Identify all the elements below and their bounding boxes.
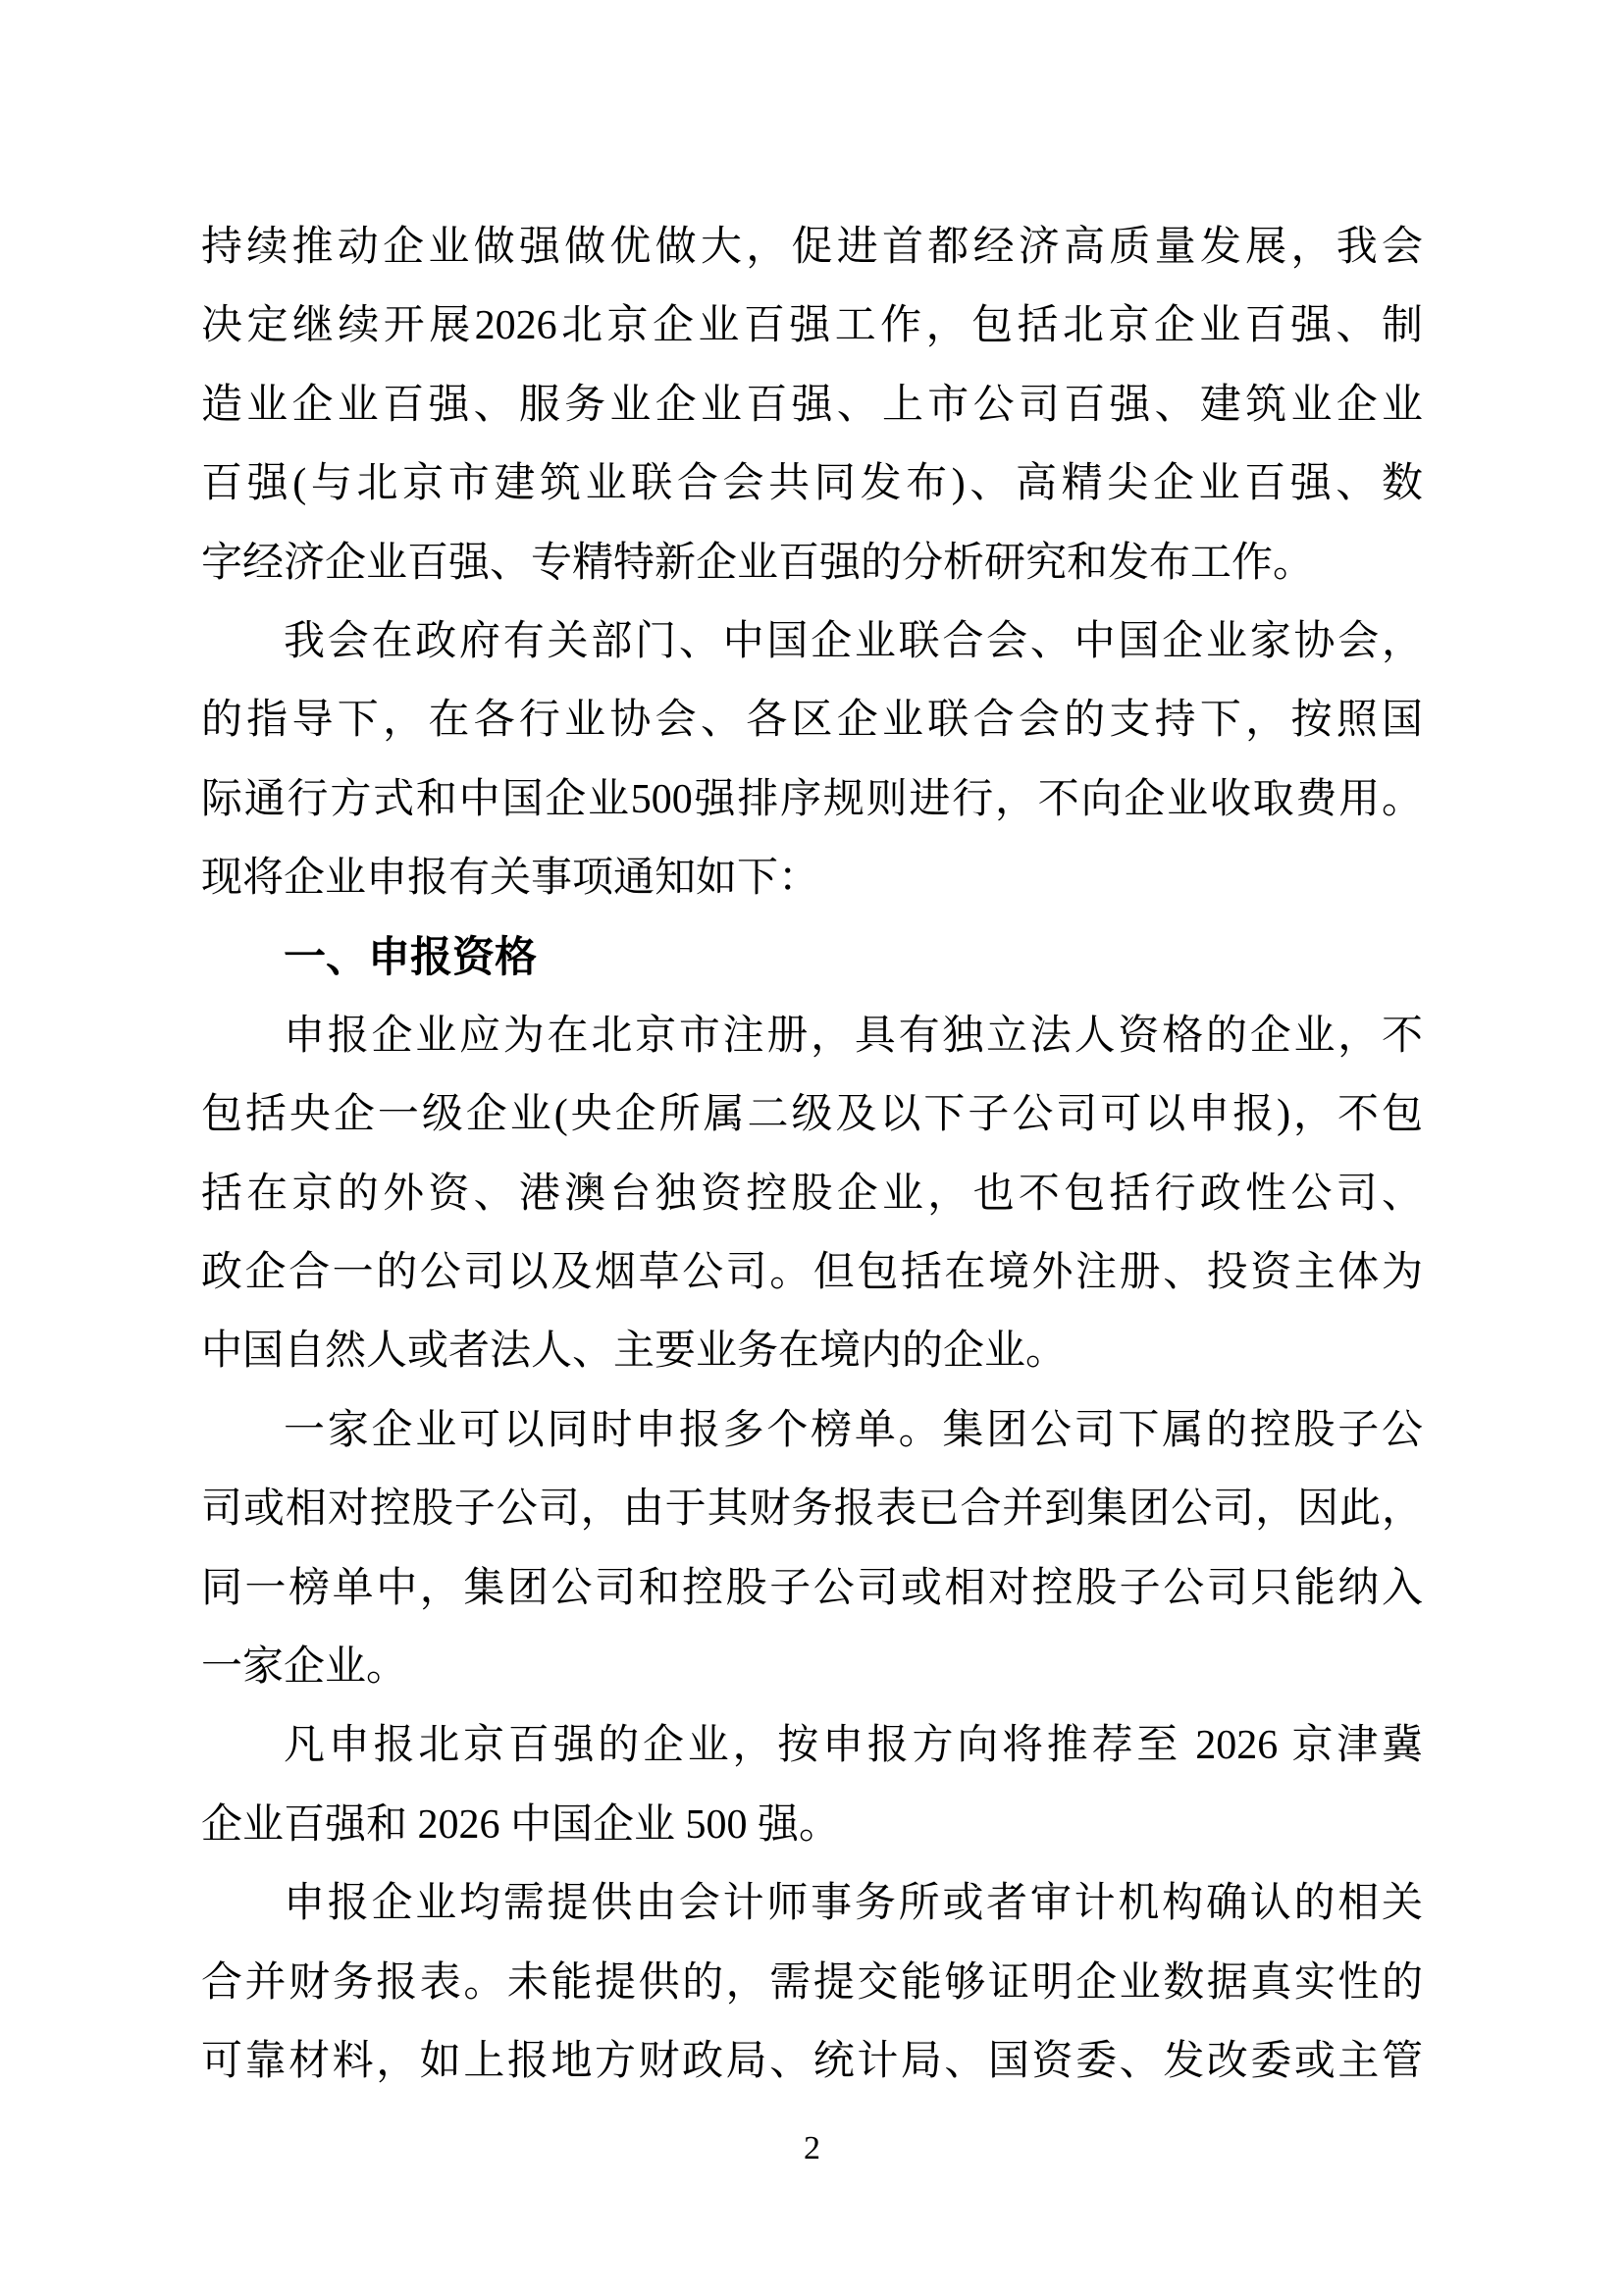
text-line: 字经济企业百强、专精特新企业百强的分析研究和发布工作。 — [201, 540, 1315, 586]
text-line: 现将企业申报有关事项通知如下： — [201, 856, 820, 902]
text-line: 司或相对控股子公司，由于其财务报表已合并到集团公司，因此， — [201, 1487, 1423, 1533]
page-number: 2 — [804, 2130, 820, 2166]
text-line: 凡申报北京百强的企业，按申报方向将推荐至 2026 京津冀 — [284, 1723, 1423, 1769]
text-line: 造业企业百强、服务业企业百强、上市公司百强、建筑业企业 — [201, 382, 1423, 428]
text-line: 政企合一的公司以及烟草公司。但包括在境外注册、投资主体为 — [201, 1250, 1423, 1296]
text-line: 合并财务报表。未能提供的，需提交能够证明企业数据真实性的 — [201, 1959, 1423, 2006]
text-line: 决定继续开展2026北京企业百强工作，包括北京企业百强、制 — [201, 303, 1423, 349]
text-line: 一家企业可以同时申报多个榜单。集团公司下属的控股子公 — [284, 1407, 1423, 1453]
text-line: 申报企业应为在北京市注册，具有独立法人资格的企业，不 — [284, 1013, 1423, 1059]
text-line: 可靠材料，如上报地方财政局、统计局、国资委、发改委或主管 — [201, 2038, 1423, 2084]
text-line: 持续推动企业做强做优做大，促进首都经济高质量发展，我会 — [201, 225, 1423, 270]
document-body — [201, 208, 1423, 2101]
text-line: 中国自然人或者法人、主要业务在境内的企业。 — [201, 1329, 1068, 1375]
text-line: 际通行方式和中国企业500强排序规则进行，不向企业收取费用。 — [201, 776, 1423, 822]
text-line: 百强(与北京市建筑业联合会共同发布)、高精尖企业百强、数 — [201, 461, 1423, 507]
text-line: 一家企业。 — [201, 1644, 408, 1691]
section-heading: 一、申报资格 — [284, 933, 537, 981]
text-line: 申报企业均需提供由会计师事务所或者审计机构确认的相关 — [284, 1881, 1423, 1927]
text-line: 括在京的外资、港澳台独资控股企业，也不包括行政性公司、 — [201, 1171, 1423, 1217]
text-line: 同一榜单中，集团公司和控股子公司或相对控股子公司只能纳入 — [201, 1565, 1423, 1611]
text-line: 我会在政府有关部门、中国企业联合会、中国企业家协会， — [284, 618, 1423, 664]
text-line: 企业百强和 2026 中国企业 500 强。 — [201, 1801, 841, 1848]
text-line: 的指导下，在各行业协会、各区企业联合会的支持下，按照国 — [201, 698, 1423, 744]
text-line: 包括央企一级企业(央企所属二级及以下子公司可以申报)，不包 — [201, 1092, 1423, 1138]
